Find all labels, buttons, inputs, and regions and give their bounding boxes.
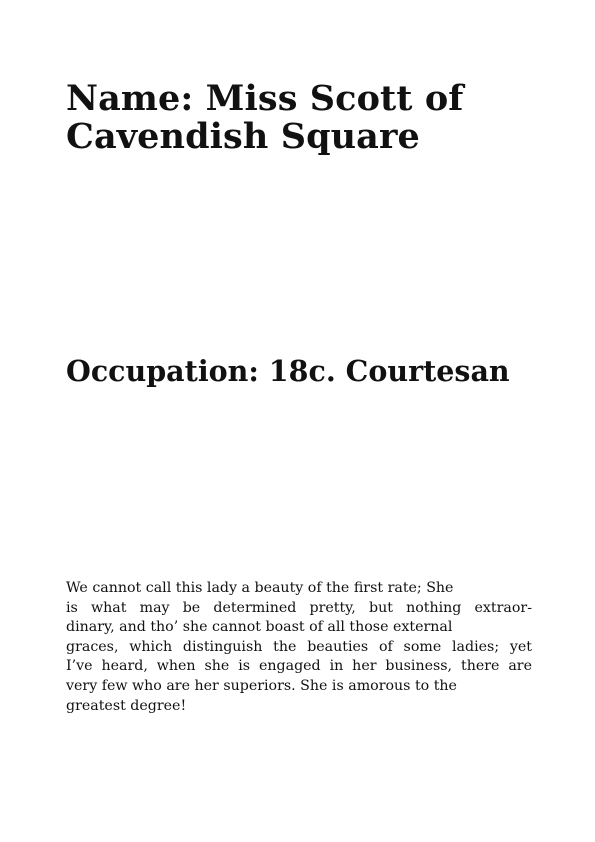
description-paragraph (66, 579, 532, 716)
name-heading-line-1: Name: Miss Scott of (66, 78, 464, 119)
description-line-4: graces, which distinguish the beauties of some ladies; yet (66, 638, 532, 655)
name-heading-line-2: Cavendish Square (66, 116, 420, 157)
occupation-heading: Occupation: 18c. Courtesan (66, 354, 510, 388)
description-line-3: dinary, and tho’ she cannot boast of all those external (66, 619, 453, 636)
description-line-6: very few who are her superiors. She is amorous to the (66, 677, 457, 694)
description-line-2: is what may be determined pretty, but nothing extraor- (66, 599, 532, 616)
name-heading (66, 80, 566, 156)
description-line-5: I’ve heard, when she is engaged in her business, there are (66, 658, 532, 675)
description-line-1: We cannot call this lady a beauty of the first rate; She (66, 580, 454, 596)
description-line-7: greatest degree! (66, 697, 187, 714)
